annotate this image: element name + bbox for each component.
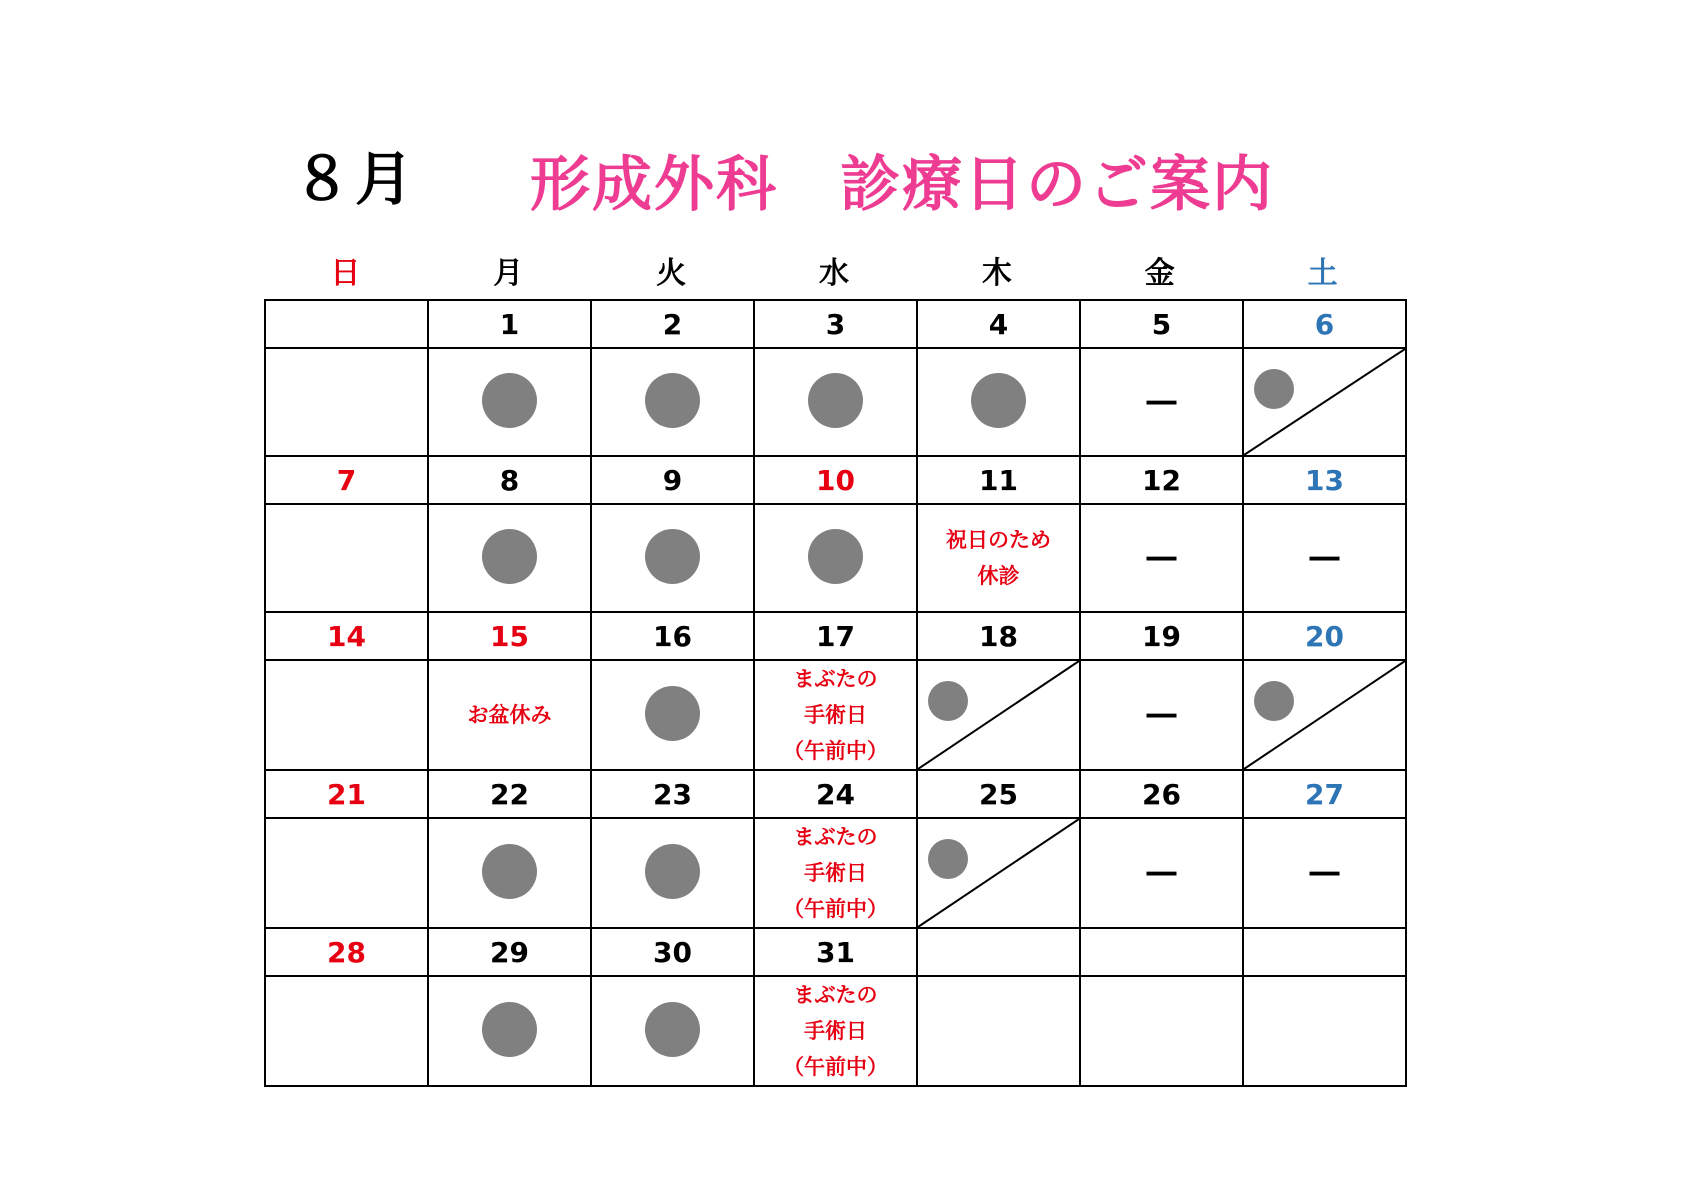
schedule-cell	[1243, 660, 1406, 770]
closed-dash: ―	[1309, 540, 1340, 575]
content-row	[265, 818, 1406, 928]
content-row	[265, 348, 1406, 456]
date-cell: 19	[1080, 612, 1243, 660]
schedule-cell	[428, 818, 591, 928]
date-row	[265, 928, 1406, 976]
date-cell: 3	[754, 300, 917, 348]
schedule-cell	[591, 660, 754, 770]
date-cell: 1	[428, 300, 591, 348]
weekday-sat: 土	[1307, 256, 1338, 291]
weekday-mon: 月	[493, 256, 524, 291]
schedule-cell	[754, 348, 917, 456]
schedule-cell	[265, 976, 428, 1086]
date-cell: 7	[265, 456, 428, 504]
page-title: 形成外科 診療日のご案内	[530, 150, 1274, 220]
date-cell	[265, 300, 428, 348]
open-day-marker	[482, 844, 537, 899]
open-day-marker	[971, 373, 1026, 428]
note-line: 手術日	[804, 861, 867, 885]
weekday-header	[264, 254, 1404, 294]
date-cell: 8	[428, 456, 591, 504]
note-line: 休診	[977, 564, 1020, 588]
schedule-cell	[591, 348, 754, 456]
schedule-cell	[591, 976, 754, 1086]
date-cell: 26	[1080, 770, 1243, 818]
open-day-marker	[645, 686, 700, 741]
morning-open-marker	[928, 681, 968, 721]
date-cell: 22	[428, 770, 591, 818]
weekday-thu: 木	[981, 256, 1012, 291]
weekday-fri: 金	[1144, 256, 1175, 291]
weekday-tue: 火	[656, 256, 687, 291]
schedule-cell	[591, 818, 754, 928]
date-cell: 29	[428, 928, 591, 976]
content-row	[265, 976, 1406, 1086]
note-line: （午前中）	[783, 1055, 888, 1079]
schedule-cell	[917, 348, 1080, 456]
open-day-marker	[645, 529, 700, 584]
date-cell: 12	[1080, 456, 1243, 504]
schedule-cell	[754, 976, 917, 1086]
schedule-cell	[917, 976, 1080, 1086]
content-row	[265, 660, 1406, 770]
schedule-cell	[265, 818, 428, 928]
schedule-cell	[917, 818, 1080, 928]
schedule-cell	[754, 504, 917, 612]
content-row	[265, 504, 1406, 612]
date-cell: 11	[917, 456, 1080, 504]
date-cell: 17	[754, 612, 917, 660]
schedule-cell	[1080, 660, 1243, 770]
note-line: （午前中）	[783, 739, 888, 763]
date-cell: 16	[591, 612, 754, 660]
open-day-marker	[482, 373, 537, 428]
date-cell: 14	[265, 612, 428, 660]
open-day-marker	[482, 1002, 537, 1057]
schedule-cell	[428, 504, 591, 612]
date-row	[265, 300, 1406, 348]
closed-dash: ―	[1309, 855, 1340, 890]
weekday-wed: 水	[819, 256, 849, 291]
schedule-cell	[754, 818, 917, 928]
schedule-cell	[591, 504, 754, 612]
schedule-cell	[265, 660, 428, 770]
schedule-cell	[1243, 976, 1406, 1086]
schedule-cell	[265, 504, 428, 612]
date-cell: 21	[265, 770, 428, 818]
schedule-cell	[1080, 818, 1243, 928]
date-cell: 24	[754, 770, 917, 818]
schedule-cell	[917, 504, 1080, 612]
date-cell: 6	[1243, 300, 1406, 348]
schedule-cell	[1080, 504, 1243, 612]
note-line: 手術日	[804, 1019, 867, 1043]
date-cell: 4	[917, 300, 1080, 348]
schedule-cell	[1080, 348, 1243, 456]
schedule-cell	[428, 976, 591, 1086]
closed-dash: ―	[1146, 697, 1177, 732]
date-row	[265, 612, 1406, 660]
note-line: お盆休み	[467, 703, 552, 727]
morning-open-marker	[1254, 681, 1294, 721]
schedule-cell	[428, 348, 591, 456]
schedule-cell	[265, 348, 428, 456]
open-day-marker	[645, 373, 700, 428]
schedule-cell	[428, 660, 591, 770]
date-cell: 31	[754, 928, 917, 976]
date-cell: 20	[1243, 612, 1406, 660]
date-cell: 10	[754, 456, 917, 504]
date-cell	[1243, 928, 1406, 976]
date-cell: 27	[1243, 770, 1406, 818]
weekday-sun: 日	[330, 256, 361, 291]
date-cell: 13	[1243, 456, 1406, 504]
schedule-cell	[917, 660, 1080, 770]
closed-dash: ―	[1146, 540, 1177, 575]
date-cell: 15	[428, 612, 591, 660]
closed-dash: ―	[1146, 855, 1177, 890]
open-day-marker	[482, 529, 537, 584]
date-cell	[1080, 928, 1243, 976]
date-cell: 28	[265, 928, 428, 976]
morning-open-marker	[928, 839, 968, 879]
open-day-marker	[645, 1002, 700, 1057]
note-line: まぶたの	[793, 825, 878, 849]
open-day-marker	[645, 844, 700, 899]
closed-dash: ―	[1146, 384, 1177, 419]
morning-open-marker	[1254, 369, 1294, 409]
note-line: まぶたの	[793, 983, 878, 1007]
open-day-marker	[808, 529, 863, 584]
date-cell: 5	[1080, 300, 1243, 348]
note-line: 祝日のため	[946, 528, 1051, 552]
schedule-cell	[1243, 504, 1406, 612]
date-cell: 9	[591, 456, 754, 504]
schedule-cell	[754, 660, 917, 770]
date-cell	[917, 928, 1080, 976]
schedule-cell	[1243, 818, 1406, 928]
date-row	[265, 456, 1406, 504]
date-cell: 18	[917, 612, 1080, 660]
note-line: まぶたの	[793, 667, 878, 691]
schedule-cell	[1243, 348, 1406, 456]
note-line: 手術日	[804, 703, 867, 727]
date-cell: 30	[591, 928, 754, 976]
schedule-cell	[1080, 976, 1243, 1086]
date-row	[265, 770, 1406, 818]
open-day-marker	[808, 373, 863, 428]
month-title: ８月	[293, 145, 418, 213]
note-line: （午前中）	[783, 897, 888, 921]
date-cell: 2	[591, 300, 754, 348]
calendar-table	[264, 299, 1407, 1087]
date-cell: 25	[917, 770, 1080, 818]
date-cell: 23	[591, 770, 754, 818]
